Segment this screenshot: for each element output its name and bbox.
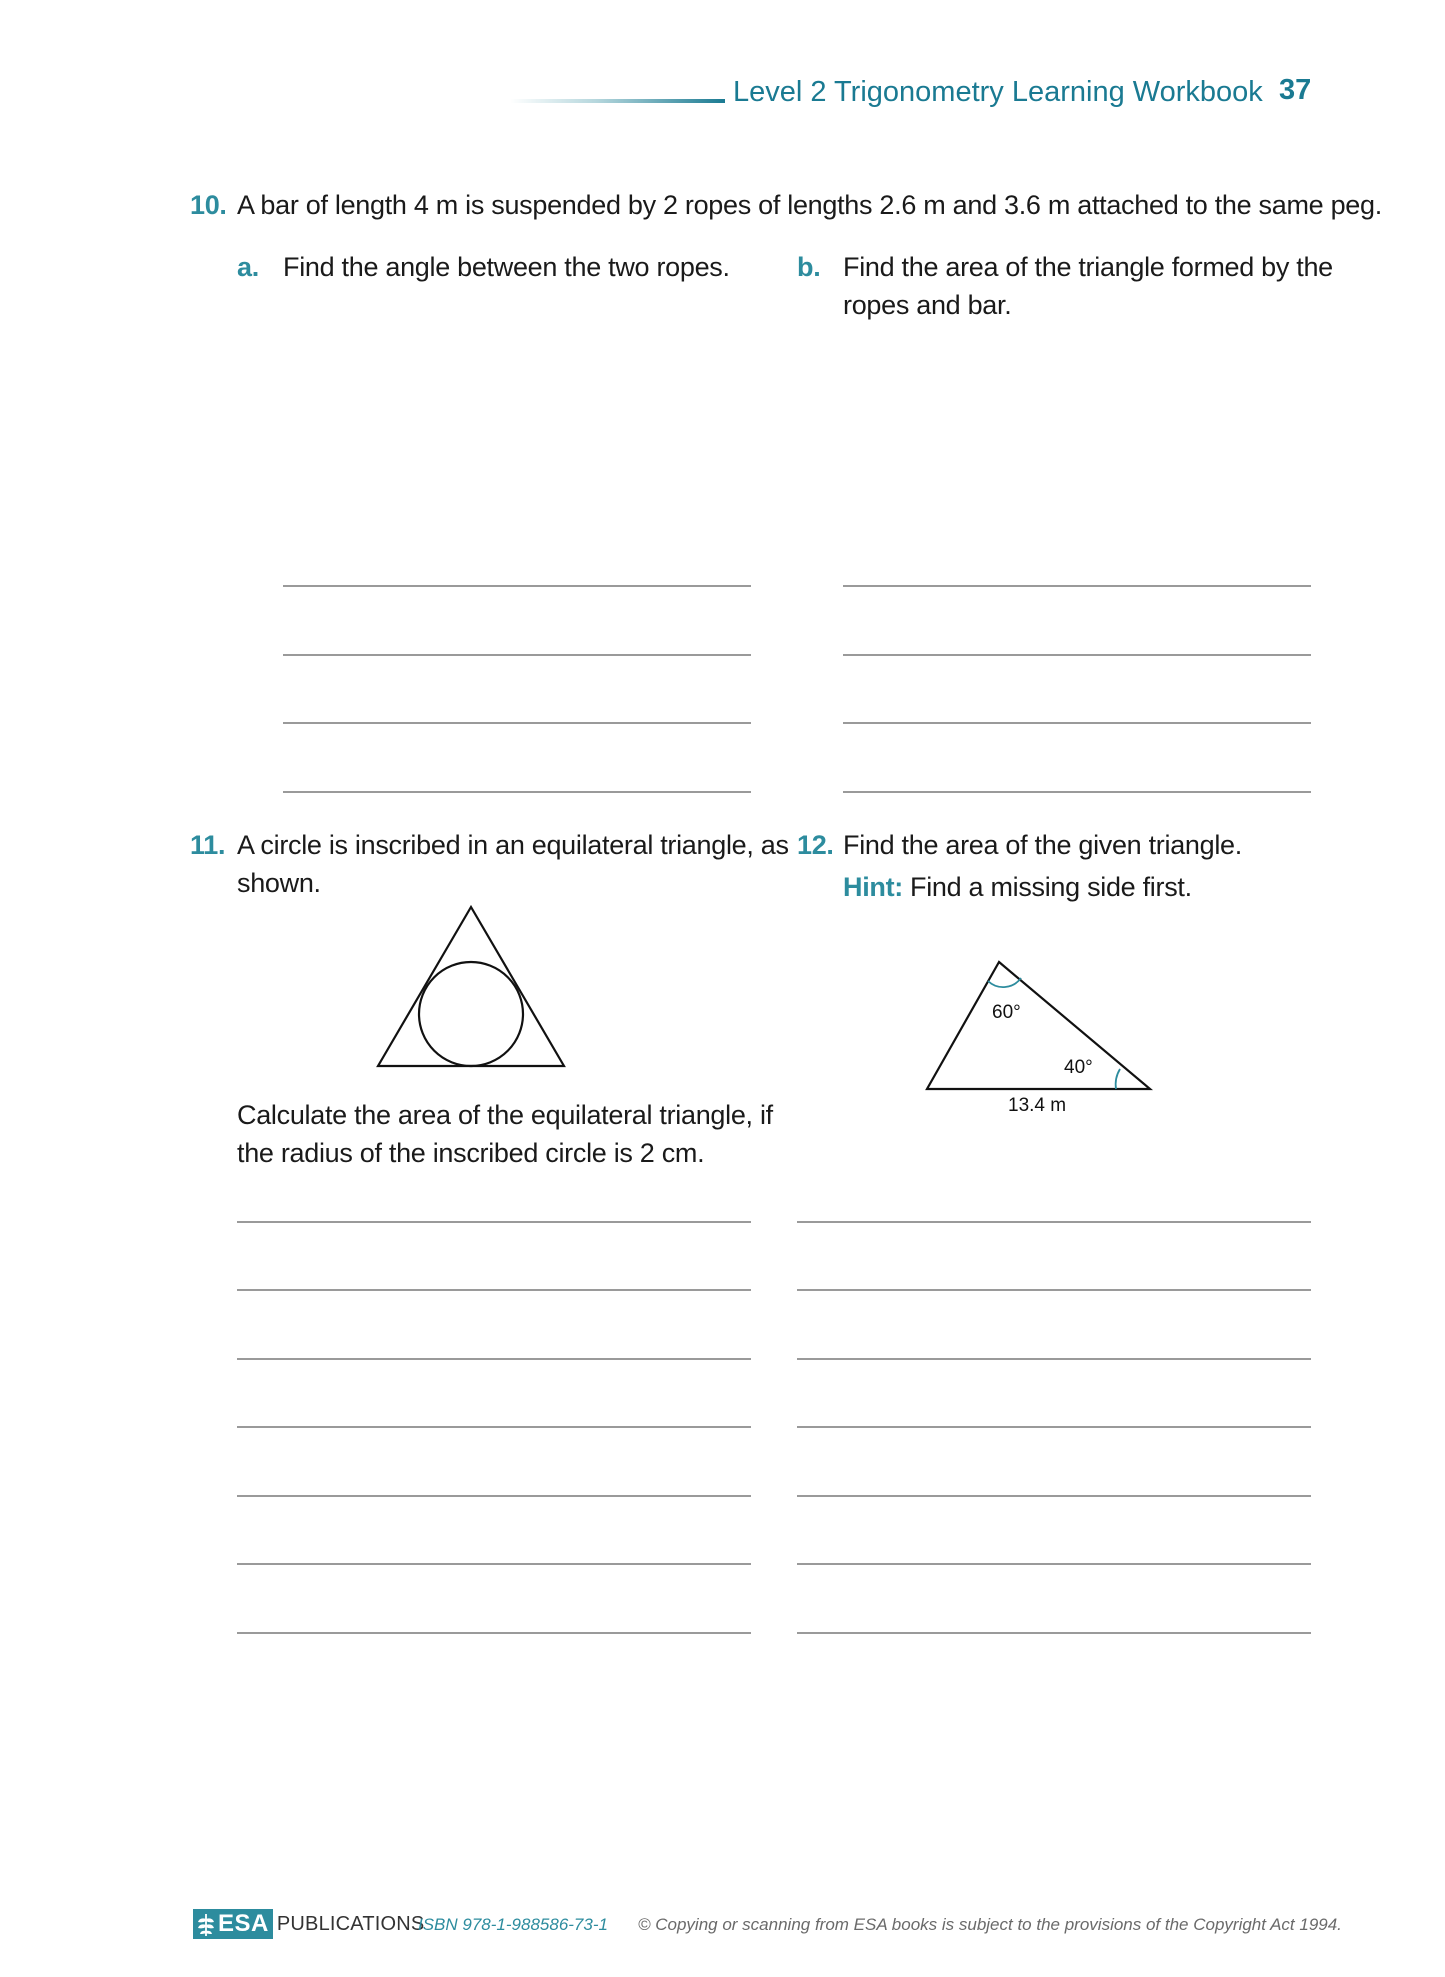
q11-calc-line1: Calculate the area of the equilateral triangle, if	[237, 1100, 773, 1130]
q10a-answer-line[interactable]	[283, 585, 751, 587]
q10b-answer-line[interactable]	[843, 654, 1311, 656]
leaf-icon	[195, 1911, 217, 1937]
q11-answer-line[interactable]	[237, 1221, 751, 1223]
q12-answer-line[interactable]	[797, 1563, 1311, 1565]
publisher-name: PUBLICATIONS	[276, 1912, 425, 1935]
q12-hint-text: Find a missing side first.	[910, 872, 1192, 902]
given-triangle-diagram	[920, 950, 1160, 1130]
q12-answer-line[interactable]	[797, 1221, 1311, 1223]
q10b-line2: ropes and bar.	[843, 290, 1012, 320]
q10-text: A bar of length 4 m is suspended by 2 ropes of lengths 2.6 m and 3.6 m attached to the same peg.	[237, 190, 1382, 220]
q10b-answer-line[interactable]	[843, 585, 1311, 587]
header-decorative-rule	[510, 99, 725, 103]
q10b-line1: Find the area of the triangle formed by the	[843, 252, 1333, 282]
copyright-notice: © Copying or scanning from ESA books is subject to the provisions of the Copyright Act 1994.	[638, 1915, 1342, 1934]
q11-number: 11.	[190, 830, 226, 860]
q11-answer-line[interactable]	[237, 1426, 751, 1428]
equilateral-triangle	[378, 907, 564, 1066]
q11-line1: A circle is inscribed in an equilateral triangle, as	[237, 830, 789, 860]
q12-hint-label: Hint:	[843, 872, 903, 902]
q12-text: Find the area of the given triangle.	[843, 830, 1242, 860]
q12-answer-line[interactable]	[797, 1632, 1311, 1634]
q12-answer-line[interactable]	[797, 1426, 1311, 1428]
q11-answer-line[interactable]	[237, 1632, 751, 1634]
q10a-text: Find the angle between the two ropes.	[283, 252, 730, 282]
q10b-answer-line[interactable]	[843, 791, 1311, 793]
angle-label-60: 60°	[992, 1002, 1021, 1023]
angle-arc-top	[988, 978, 1021, 987]
q10a-label: a.	[237, 252, 259, 282]
q10a-answer-line[interactable]	[283, 722, 751, 724]
q12-number: 12.	[797, 830, 834, 860]
q11-answer-line[interactable]	[237, 1563, 751, 1565]
q11-answer-line[interactable]	[237, 1289, 751, 1291]
q10b-label: b.	[797, 252, 821, 282]
esa-publications-logo	[193, 1909, 424, 1939]
q12-answer-line[interactable]	[797, 1289, 1311, 1291]
q10b-answer-line[interactable]	[843, 722, 1311, 724]
q10a-answer-line[interactable]	[283, 791, 751, 793]
isbn: ISBN 978-1-988586-73-1	[418, 1915, 608, 1934]
header-title: Level 2 Trigonometry Learning Workbook	[733, 76, 1263, 108]
q11-calc-line2: the radius of the inscribed circle is 2 cm.	[237, 1138, 705, 1168]
inscribed-circle	[419, 962, 523, 1066]
q12-answer-line[interactable]	[797, 1495, 1311, 1497]
base-length-label: 13.4 m	[1008, 1095, 1067, 1116]
inscribed-circle-diagram	[370, 900, 570, 1070]
angle-label-40: 40°	[1064, 1057, 1093, 1078]
q11-answer-line[interactable]	[237, 1495, 751, 1497]
esa-logo-badge	[193, 1909, 273, 1939]
q10a-answer-line[interactable]	[283, 654, 751, 656]
given-triangle	[927, 962, 1150, 1089]
angle-arc-right	[1116, 1069, 1120, 1089]
q10-number: 10.	[190, 190, 227, 220]
page-number: 37	[1279, 74, 1312, 106]
q12-answer-line[interactable]	[797, 1358, 1311, 1360]
q11-answer-line[interactable]	[237, 1358, 751, 1360]
logo-text: ESA	[218, 1910, 269, 1937]
q11-line2: shown.	[237, 868, 321, 898]
